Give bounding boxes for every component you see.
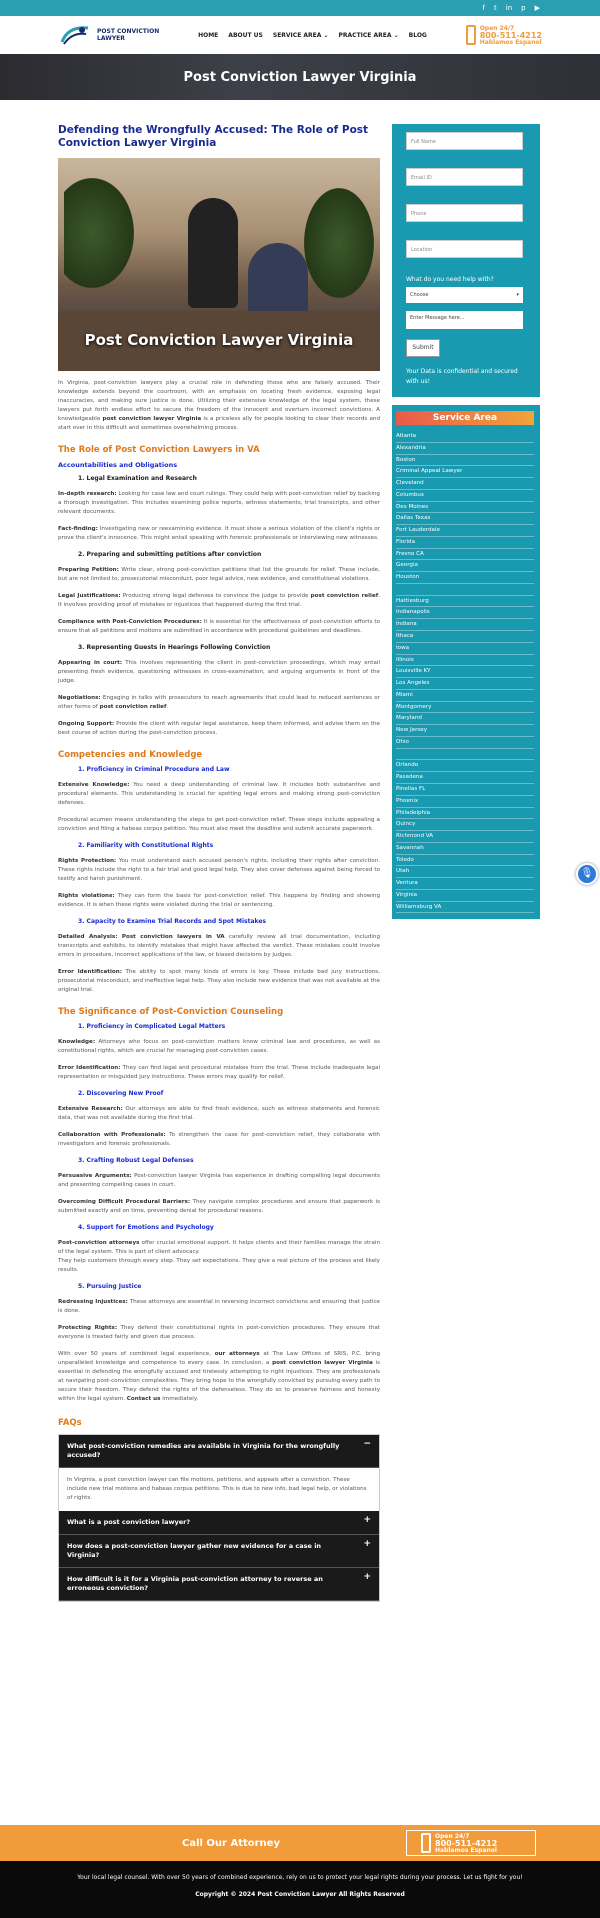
nav-home[interactable]: HOME: [198, 31, 219, 39]
service-area-item[interactable]: Atlanta: [396, 431, 534, 443]
section-heading: Competencies and Knowledge: [58, 750, 203, 760]
service-area-item[interactable]: Utah: [396, 866, 534, 878]
paragraph: Detailed Analysis: Post conviction lawyers in VA carefully review all trial documentation, including transcripts and exhibits, to identify mistakes that might have affected the verdict. These mistakes could involve errors in procedure, incorrect applications of the law, or biased decisions by judges.: [58, 934, 381, 958]
service-area-item[interactable]: Des Moines: [396, 502, 534, 514]
numbered-heading: 1. Proficiency in Complicated Legal Matters: [78, 1023, 226, 1030]
faq-answer: In Virginia, a post conviction lawyer can file motions, petitions, and appeals after a conviction. These include new trial motions and habeas corpus petitions. This is due to new info, bad legal help, or violations of rights.: [59, 1468, 379, 1511]
service-area-item[interactable]: Alexandria: [396, 443, 534, 455]
service-area-item[interactable]: Pasadena: [396, 772, 534, 784]
service-area-item[interactable]: Savannah: [396, 843, 534, 855]
nav-practice-area[interactable]: PRACTICE AREA ⌄: [338, 31, 399, 39]
paragraph: Rights Protection: You must understand each accused person's rights, including their rights after conviction. These rights include the right to a fair trial and good legal help. They also cover defenses against being forced to testify and harsh punishment.: [58, 858, 380, 882]
privacy-note: Your Data is confidential and secured with us!: [406, 368, 518, 385]
footer-text: Your local legal counsel. With over 50 years of combined experience, rely on us to protect your legal rights during your process. Let us fight for you!: [77, 1874, 523, 1881]
site-header: [0, 16, 600, 54]
service-area-item[interactable]: Indianapolis: [396, 607, 534, 619]
service-area-item[interactable]: Toledo: [396, 855, 534, 867]
minus-icon: −: [363, 1439, 371, 1449]
service-area-item[interactable]: Ventura: [396, 878, 534, 890]
paragraph: Error Identification: They can find legal and procedural mistakes from the trial. These include inadequate legal representation or misguided jury instructions. These errors may qualify for relief.: [58, 1065, 380, 1080]
service-area-item[interactable]: Illinois: [396, 655, 534, 667]
paragraph: Procedural acumen means understanding the steps to get post-conviction relief. These steps include appealing a conviction and filing a habeas corpus petition. You must also meet the deadline and submit accurate paperwork.: [58, 817, 380, 832]
faq-question[interactable]: What post-conviction remedies are available in Virginia for the wrongfully accused? −: [59, 1435, 379, 1468]
page-title: Post Conviction Lawyer Virginia: [183, 69, 417, 85]
service-area-item[interactable]: Philadelphia: [396, 808, 534, 820]
image-caption: Post Conviction Lawyer Virginia: [84, 331, 354, 349]
service-area-item[interactable]: Columbus: [396, 490, 534, 502]
service-area-item[interactable]: Louisville KY: [396, 666, 534, 678]
service-area-item[interactable]: Dallas Texas: [396, 513, 534, 525]
phone-icon: [421, 1833, 431, 1853]
article-title: Defending the Wrongfully Accused: The Role of Post Conviction Lawyer Virginia: [58, 124, 369, 149]
footer-phone[interactable]: [406, 1830, 536, 1856]
service-area-title: Service Area: [396, 411, 534, 425]
twitter-icon[interactable]: t: [494, 4, 497, 12]
hero-banner: [0, 54, 600, 100]
faq-heading: FAQs: [58, 1418, 82, 1428]
service-area-item[interactable]: Ithaca: [396, 631, 534, 643]
plus-icon: +: [363, 1539, 371, 1549]
chevron-down-icon: ▾: [516, 292, 519, 298]
numbered-heading: 5. Pursuing Justice: [78, 1283, 142, 1290]
main-nav: [198, 32, 427, 39]
paragraph: Protecting Rights: They defend their constitutional rights in post-conviction procedures. They ensure that everyone is treated fairly and given due process.: [58, 1325, 380, 1340]
logo-icon: [58, 22, 92, 48]
help-select[interactable]: Choose ▾: [406, 287, 523, 303]
chevron-down-icon: ⌄: [393, 31, 399, 39]
conclusion-paragraph: With over 50 years of combined legal experience, our attorneys at The Law Offices of SRIS, P.C. bring unparalleled knowledge and competence to every case. In conclusion, a post conviction lawyer Virginia is essential in defending the wrongfully accused and tirelessly attempting to right injustices. They are professionals at navigating post-conviction complexities. They bring hope to the wrongfully convicted by pursuing every path to secure their freedom. They defend the rights of the defenseless. They do so to preserve fairness and honesty within the legal system. Contact us immediately.: [58, 1351, 381, 1402]
faq-accordion: [58, 1434, 380, 1602]
phone-field[interactable]: Phone: [406, 204, 523, 222]
service-area-item[interactable]: Cleveland: [396, 478, 534, 490]
chevron-down-icon: ⌄: [323, 31, 329, 39]
language-note: Hablamos Espanol: [479, 38, 542, 46]
numbered-heading: 2. Familiarity with Constitutional Rights: [78, 842, 214, 849]
numbered-heading: 4. Support for Emotions and Psychology: [78, 1224, 214, 1231]
service-area-item[interactable]: Boston: [396, 455, 534, 467]
help-label: What do you need help with?: [406, 276, 494, 283]
nav-blog[interactable]: BLOG: [408, 31, 427, 39]
service-area-item[interactable]: New Jersey: [396, 725, 534, 737]
service-area-item[interactable]: Criminal Appeal Lawyer: [396, 466, 534, 478]
service-area-item[interactable]: Maryland: [396, 713, 534, 725]
numbered-heading: 2. Preparing and submitting petitions after conviction: [78, 551, 262, 558]
open-hours: Open 24/7: [435, 1832, 470, 1840]
nav-service-area[interactable]: SERVICE AREA ⌄: [272, 31, 329, 39]
service-area-item: [396, 584, 534, 596]
service-area-item[interactable]: Pinellas FL: [396, 784, 534, 796]
submit-button[interactable]: Submit: [406, 339, 440, 357]
service-area-item[interactable]: Phoenix: [396, 796, 534, 808]
service-area-item[interactable]: Hattiesburg: [396, 596, 534, 608]
paragraph: Post-conviction attorneys offer crucial emotional support. It helps clients and their families manage the strain of the legal system. This is part of client advocacy.: [58, 1240, 380, 1255]
service-area-item[interactable]: Florida: [396, 537, 534, 549]
contact-form: [392, 124, 540, 397]
phone-icon: [466, 25, 476, 45]
faq-question[interactable]: How difficult is it for a Virginia post-conviction attorney to reverse an erroneous conviction? +: [59, 1568, 379, 1601]
site-logo[interactable]: [58, 22, 159, 48]
paragraph: Ongoing Support: Provide the client with regular legal assistance, keep them informed, and advise them on the best course of action during the post-conviction process.: [58, 721, 380, 736]
open-hours: Open 24/7: [479, 24, 515, 32]
service-area-item: [396, 749, 534, 761]
paragraph: Extensive Research: Our attorneys are able to find fresh evidence, such as witness statements and forensic data, that was not available during the first trial.: [58, 1106, 380, 1121]
pinterest-icon[interactable]: p: [521, 4, 526, 12]
paragraph: Knowledge: Attorneys who focus on post-conviction matters know criminal law and procedures, as well as constitutional rights, which are crucial for managing post-conviction cases.: [58, 1039, 380, 1054]
paragraph: Persuasive Arguments: Post-conviction lawyer Virginia has experience in drafting compelling legal documents and presenting compelling cases in court.: [58, 1173, 380, 1188]
service-area-item[interactable]: Miami: [396, 690, 534, 702]
service-area-item[interactable]: Indiana: [396, 619, 534, 631]
paragraph: Compliance with Post-Conviction Procedures: It is essential for the effectiveness of post-conviction efforts to ensure that all petitions and motions are submitted in accordance with procedural guidelines and deadlines.: [58, 619, 380, 634]
service-area-item[interactable]: Iowa: [396, 643, 534, 655]
contact-us-link[interactable]: Contact us: [126, 1396, 161, 1402]
paragraph: Fact-finding: Investigating new or reexamining evidence. It must show a serious violation of the client's rights or prove the client's innocence. This might entail speaking with forensic professionals or interviewing new witnesses.: [58, 526, 380, 541]
sidebar: [392, 124, 540, 1602]
service-area-item[interactable]: Georgia: [396, 560, 534, 572]
service-area-item[interactable]: Montgomery: [396, 702, 534, 714]
copyright: Copyright © 2024 Post Conviction Lawyer All Rights Reserved: [195, 1891, 405, 1898]
paragraph: Preparing Petition: Write clear, strong post-conviction petitions that list the grounds for relief. These include, but are not limited to, prosecutorial misconduct, poor legal advice, new evidence, and constitutional violations.: [58, 567, 380, 582]
language-note: Hablamos Espanol: [435, 1846, 497, 1854]
numbered-heading: 3. Representing Guests in Hearings Following Conviction: [78, 644, 271, 651]
paragraph: Rights violations: They can form the basis for post-conviction relief. This happens by finding and showing evidence. It is when these rights were violated during the trial or sentencing.: [58, 893, 380, 908]
plus-icon: +: [363, 1572, 371, 1582]
logo-line-2: LAWYER: [97, 35, 125, 42]
service-area-item[interactable]: Los Angeles: [396, 678, 534, 690]
paragraph: Legal Justifications: Producing strong legal defenses to convince the judge to provide post conviction relief. It involves providing proof of mistakes or injustices that happened during the first trial.: [58, 593, 380, 608]
top-bar: [0, 0, 600, 16]
paragraph: In-depth research: Looking for case law and court rulings. They could help with post-conviction relief by backing a thorough investigation. This includes examining police reports, witness statements, trial transcripts, and other relevant documents.: [58, 491, 380, 515]
call-title: Call Our Attorney: [182, 1837, 280, 1849]
numbered-heading: 3. Capacity to Examine Trial Records and Spot Mistakes: [78, 918, 266, 925]
name-field[interactable]: Full Name: [406, 132, 523, 150]
site-footer: [0, 1861, 600, 1918]
faq-question[interactable]: How does a post-conviction lawyer gather new evidence for a case in Virginia? +: [59, 1535, 379, 1568]
paragraph: Overcoming Difficult Procedural Barriers: They navigate complex procedures and ensure that paperwork is submitted exactly and on time, preventing denial for procedural reasons.: [58, 1199, 380, 1214]
numbered-heading: 1. Legal Examination and Research: [78, 475, 197, 482]
service-area-item[interactable]: Richmond VA: [396, 831, 534, 843]
paragraph: Error Identification: The ability to spot many kinds of errors is key. These include bad jury instructions, prosecutorial misconduct, and ineffective legal help. They also include new evidence that was not available at the original trial.: [58, 969, 380, 993]
service-area-item[interactable]: Williamsburg VA: [396, 902, 534, 914]
service-area-item[interactable]: Ohio: [396, 737, 534, 749]
paragraph: They help customers through every step. They set expectations. They give a real picture of the process and likely results.: [58, 1258, 380, 1273]
paragraph: Collaboration with Professionals: To strengthen the case for post-conviction relief, they collaborate with investigators and forensic professionals.: [58, 1132, 380, 1147]
plus-icon: +: [363, 1515, 371, 1525]
article: [58, 124, 380, 1602]
facebook-icon[interactable]: f: [482, 4, 486, 12]
email-field[interactable]: Email ID: [406, 168, 523, 186]
paragraph: Redressing Injustices: These attorneys are essential in reversing incorrect convictions and ensuring that justice is done.: [58, 1299, 380, 1314]
header-phone[interactable]: [466, 25, 542, 46]
youtube-icon[interactable]: ▶: [534, 4, 540, 12]
call-banner: [0, 1825, 600, 1861]
paragraph: Appearing in court: This involves representing the client in post-conviction proceedings, which may entail presenting fresh evidence, questioning witnesses in cross-examination, and arguing arguments in front of the judge.: [58, 660, 380, 684]
section-heading: The Role of Post Conviction Lawyers in VA: [58, 445, 260, 455]
intro-paragraph: In Virginia, post-conviction lawyers play a crucial role in defending those who are falsely accused. Their knowledge extends beyond the courtroom, with an emphasis on locating fresh evidence, exposing legal inaccuracies, and making sure justice is done. Utilizing their extensive knowledge of the legal system, these lawyers put forth endless effort to secure the freedom of the innocent and overturn incorrect convictions. A knowledgeable post conviction lawyer Virginia is a priceless ally for people looking to clear their records and start over in this difficult and sometimes overwhelming process.: [58, 380, 380, 431]
service-area-item[interactable]: Quincy: [396, 819, 534, 831]
service-area-item[interactable]: Virginia: [396, 890, 534, 902]
message-field[interactable]: Enter Message here...: [406, 311, 523, 329]
sub-heading: Accountabilities and Obligations: [58, 461, 178, 469]
numbered-heading: 1. Proficiency in Criminal Procedure and Law: [78, 766, 230, 773]
phone-number: 800-511-4212: [435, 1838, 498, 1848]
logo-line-1: POST CONVICTION: [97, 28, 160, 35]
section-heading: The Significance of Post-Conviction Counseling: [58, 1007, 284, 1017]
numbered-heading: 2. Discovering New Proof: [78, 1090, 164, 1097]
paragraph: Negotiations: Engaging in talks with prosecutors to reach agreements that could lead to reduced sentences or other forms of post conviction relief.: [58, 695, 380, 710]
numbered-heading: 3. Crafting Robust Legal Defenses: [78, 1157, 194, 1164]
service-area-item[interactable]: Houston: [396, 572, 534, 584]
faq-question[interactable]: What is a post conviction lawyer? +: [59, 1511, 379, 1535]
service-area-box: [392, 405, 540, 919]
linkedin-icon[interactable]: in: [505, 4, 513, 12]
paragraph: Extensive Knowledge: You need a deep understanding of criminal law. It includes both substantive and procedural elements. This understanding is crucial for spotting legal errors and making strong post-conviction defenses.: [58, 782, 380, 806]
service-area-item[interactable]: Fort Lauderdale: [396, 525, 534, 537]
phone-number: 800-511-4212: [479, 30, 542, 40]
nav-about[interactable]: ABOUT US: [228, 31, 263, 39]
location-field[interactable]: Location: [406, 240, 523, 258]
service-area-item[interactable]: Fresno CA: [396, 549, 534, 561]
microphone-icon[interactable]: 🎙: [576, 863, 598, 885]
article-image: [58, 158, 380, 371]
service-area-item[interactable]: Orlando: [396, 760, 534, 772]
